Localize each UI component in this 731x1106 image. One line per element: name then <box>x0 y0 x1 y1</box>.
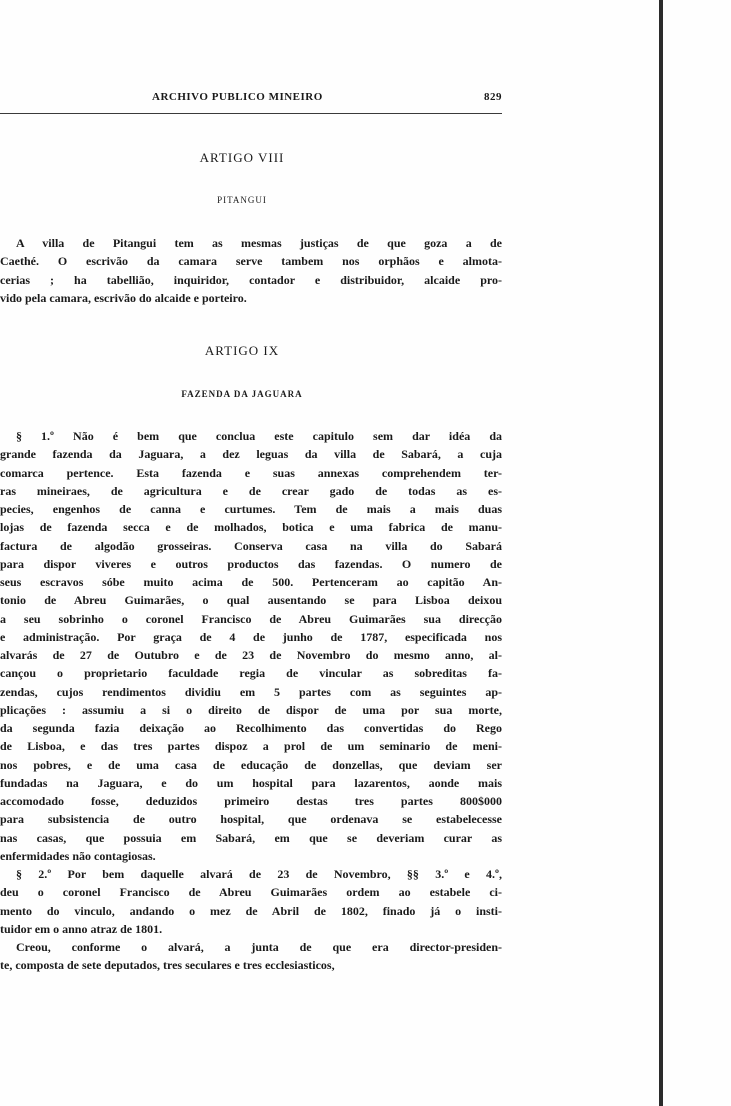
text-line: comarca pertence. Esta fazenda e suas annexas comprehendem ter- <box>0 465 502 480</box>
text-line: nos pobres, e de uma casa de educação de donzellas, que deviam ser <box>0 757 502 772</box>
text-line: te, composta de sete deputados, tres seculares e tres ecclesiasticos, <box>0 958 335 973</box>
text-line: § 2.º Por bem daquelle alvará de 23 de Novembro, §§ 3.º e 4.º, <box>16 867 502 881</box>
paragraph-pitangui <box>0 234 502 307</box>
text-line: cerias ; ha tabellião, inquiridor, contador e distribuidor, alcaide pro- <box>0 272 502 287</box>
text-line: fundadas na Jaguara, e do um hospital para lazarentos, aonde mais <box>0 775 502 790</box>
text-line: vido pela camara, escrivão do alcaide e porteiro. <box>0 290 247 305</box>
text-line: e administração. Por graça de 4 de junho de 1787, especificada nos <box>0 629 502 644</box>
binding-edge-line <box>659 0 663 1106</box>
section-subheading-pitangui: PITANGUI <box>217 195 267 205</box>
text-line: Creou, conforme o alvará, a junta de que era director-presiden- <box>16 940 502 954</box>
text-line: para subsistencia de outro hospital, que ordenava se estabelecesse <box>0 812 502 827</box>
text-line: tuidor em o anno atraz de 1801. <box>0 921 163 936</box>
text-line: factura de algodão grosseiras. Conserva casa na villa do Sabará <box>0 538 502 553</box>
running-title: ARCHIVO PUBLICO MINEIRO <box>152 91 323 103</box>
text-line: pecies, engenhos de canna e curtumes. Tem de mais a mais duas <box>0 502 502 516</box>
text-line: tonio de Abreu Guimarães, o qual ausentando se para Lisboa deixou <box>0 593 502 608</box>
text-line: enfermidades não contagiosas. <box>0 848 156 863</box>
section-heading-artigo-ix: ARTIGO IX <box>204 343 280 358</box>
page-number: 829 <box>484 91 502 103</box>
paragraph-section-1 <box>0 427 502 975</box>
text-line: da segunda fazia deixação ao Recolhimento das convertidas do Rego <box>0 721 502 735</box>
section-heading-artigo-viii: ARTIGO VIII <box>199 150 285 165</box>
text-line: grande fazenda da Jaguara, a dez leguas da villa de Sabará, a cuja <box>0 447 502 462</box>
text-line: mento do vinculo, andando o mez de Abril de 1802, finado já o insti- <box>0 903 502 918</box>
text-line: accomodado fosse, deduzidos primeiro destas tres partes 800$000 <box>0 794 502 808</box>
text-line: alvarás de 27 de Outubro e de 23 de Novembro do mesmo anno, al- <box>0 648 502 662</box>
header-rule <box>0 113 502 114</box>
text-line: para dispor viveres e outros productos das fazendas. O numero de <box>0 556 502 571</box>
page-header <box>0 91 502 107</box>
section-subheading-fazenda-da-jaguara: FAZENDA DA JAGUARA <box>181 389 303 399</box>
text-line: a seu sobrinho o coronel Francisco de Abreu Guimarães sua direcção <box>0 611 502 626</box>
text-line: de Lisboa, e das tres partes dispoz a prol de um seminario de meni- <box>0 739 502 754</box>
text-line: zendas, cujos rendimentos dividiu em 5 partes com as seguintes ap- <box>0 684 502 699</box>
text-line: seus escravos sóbe muito acima de 500. Pertenceram ao capitão An- <box>0 575 502 589</box>
text-line: plicações : assumiu a si o direito de dispor de uma por sua morte, <box>0 702 502 717</box>
text-line: § 1.º Não é bem que conclua este capitulo sem dar idéa da <box>16 429 502 443</box>
text-line: cançou o proprietario faculdade regia de vincular as sobreditas fa- <box>0 666 502 681</box>
text-line: A villa de Pitangui tem as mesmas justiças de que goza a de <box>16 236 502 250</box>
text-line: nas casas, que possuia em Sabará, em que se deveriam curar as <box>0 830 502 845</box>
text-line: lojas de fazenda secca e de molhados, botica e uma fabrica de manu- <box>0 520 502 535</box>
text-line: Caethé. O escrivão da camara serve tambem nos orphãos e almota- <box>0 254 502 269</box>
text-line: ras mineiraes, de agricultura e de crear gado de todas as es- <box>0 483 502 498</box>
text-line: deu o coronel Francisco de Abreu Guimarães ordem ao estabele ci- <box>0 885 502 900</box>
